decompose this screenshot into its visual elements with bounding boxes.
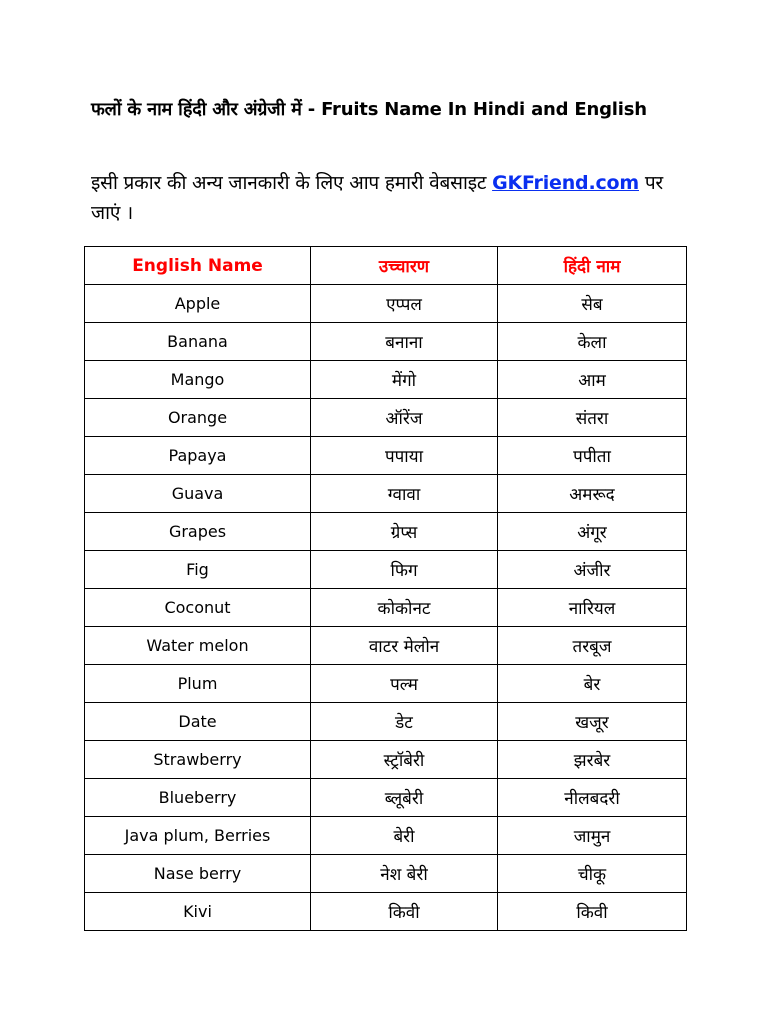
pronunciation-cell: ग्वावा	[311, 475, 498, 513]
english-name-cell: Banana	[85, 323, 311, 361]
pronunciation-cell: बनाना	[311, 323, 498, 361]
table-row	[85, 741, 687, 779]
intro-text: इसी प्रकार की अन्य जानकारी के लिए आप हमारी वेबसाइट	[91, 172, 493, 194]
hindi-name-cell: अमरूद	[498, 475, 687, 513]
hindi-name-cell: अंजीर	[498, 551, 687, 589]
english-name-cell: Kivi	[85, 893, 311, 931]
pronunciation-cell: ग्रेप्स	[311, 513, 498, 551]
table-row	[85, 855, 687, 893]
hindi-name-cell: नीलबदरी	[498, 779, 687, 817]
pronunciation-cell: ब्लूबेरी	[311, 779, 498, 817]
pronunciation-cell: पपाया	[311, 437, 498, 475]
english-name-cell: Plum	[85, 665, 311, 703]
pronunciation-cell: ऑरेंज	[311, 399, 498, 437]
english-name-cell: Mango	[85, 361, 311, 399]
hindi-name-cell: अंगूर	[498, 513, 687, 551]
table-row	[85, 665, 687, 703]
pronunciation-cell: स्ट्रॉबेरी	[311, 741, 498, 779]
table-row	[85, 513, 687, 551]
column-header-english-name: English Name	[85, 247, 311, 285]
table-row	[85, 893, 687, 931]
table-row	[85, 437, 687, 475]
pronunciation-cell: वाटर मेलोन	[311, 627, 498, 665]
english-name-cell: Grapes	[85, 513, 311, 551]
table-row	[85, 589, 687, 627]
pronunciation-cell: एप्पल	[311, 285, 498, 323]
table-row	[85, 551, 687, 589]
hindi-name-cell: बेर	[498, 665, 687, 703]
intro-paragraph	[91, 168, 691, 228]
hindi-name-cell: केला	[498, 323, 687, 361]
english-name-cell: Apple	[85, 285, 311, 323]
hindi-name-cell: पपीता	[498, 437, 687, 475]
hindi-name-cell: सेब	[498, 285, 687, 323]
gkfriend-link[interactable]: GKFriend.com	[492, 172, 639, 194]
page-title: फलों के नाम हिंदी और अंग्रेजी में - Fruits Name In Hindi and English	[91, 99, 647, 120]
hindi-name-cell: नारियल	[498, 589, 687, 627]
english-name-cell: Strawberry	[85, 741, 311, 779]
hindi-name-cell: चीकू	[498, 855, 687, 893]
table-row	[85, 475, 687, 513]
english-name-cell: Nase berry	[85, 855, 311, 893]
pronunciation-cell: डेट	[311, 703, 498, 741]
english-name-cell: Fig	[85, 551, 311, 589]
table-row	[85, 817, 687, 855]
table-row	[85, 285, 687, 323]
intro-suffix: पर जाएं ।	[91, 172, 664, 224]
english-name-cell: Date	[85, 703, 311, 741]
column-header-hindi-name: हिंदी नाम	[498, 247, 687, 285]
pronunciation-cell: किवी	[311, 893, 498, 931]
table-row	[85, 627, 687, 665]
pronunciation-cell: कोकोनट	[311, 589, 498, 627]
hindi-name-cell: तरबूज	[498, 627, 687, 665]
fruits-table	[84, 246, 687, 931]
english-name-cell: Java plum, Berries	[85, 817, 311, 855]
pronunciation-cell: नेश बेरी	[311, 855, 498, 893]
column-header-pronunciation: उच्चारण	[311, 247, 498, 285]
pronunciation-cell: बेरी	[311, 817, 498, 855]
english-name-cell: Orange	[85, 399, 311, 437]
english-name-cell: Coconut	[85, 589, 311, 627]
table-header-row	[85, 247, 687, 285]
english-name-cell: Blueberry	[85, 779, 311, 817]
table-body	[85, 285, 687, 931]
english-name-cell: Guava	[85, 475, 311, 513]
pronunciation-cell: मेंगो	[311, 361, 498, 399]
hindi-name-cell: किवी	[498, 893, 687, 931]
table-row	[85, 361, 687, 399]
table-row	[85, 323, 687, 361]
english-name-cell: Papaya	[85, 437, 311, 475]
hindi-name-cell: झरबेर	[498, 741, 687, 779]
hindi-name-cell: संतरा	[498, 399, 687, 437]
english-name-cell: Water melon	[85, 627, 311, 665]
table-row	[85, 399, 687, 437]
hindi-name-cell: जामुन	[498, 817, 687, 855]
table-row	[85, 703, 687, 741]
hindi-name-cell: आम	[498, 361, 687, 399]
pronunciation-cell: फिग	[311, 551, 498, 589]
pronunciation-cell: पल्म	[311, 665, 498, 703]
hindi-name-cell: खजूर	[498, 703, 687, 741]
table-row	[85, 779, 687, 817]
